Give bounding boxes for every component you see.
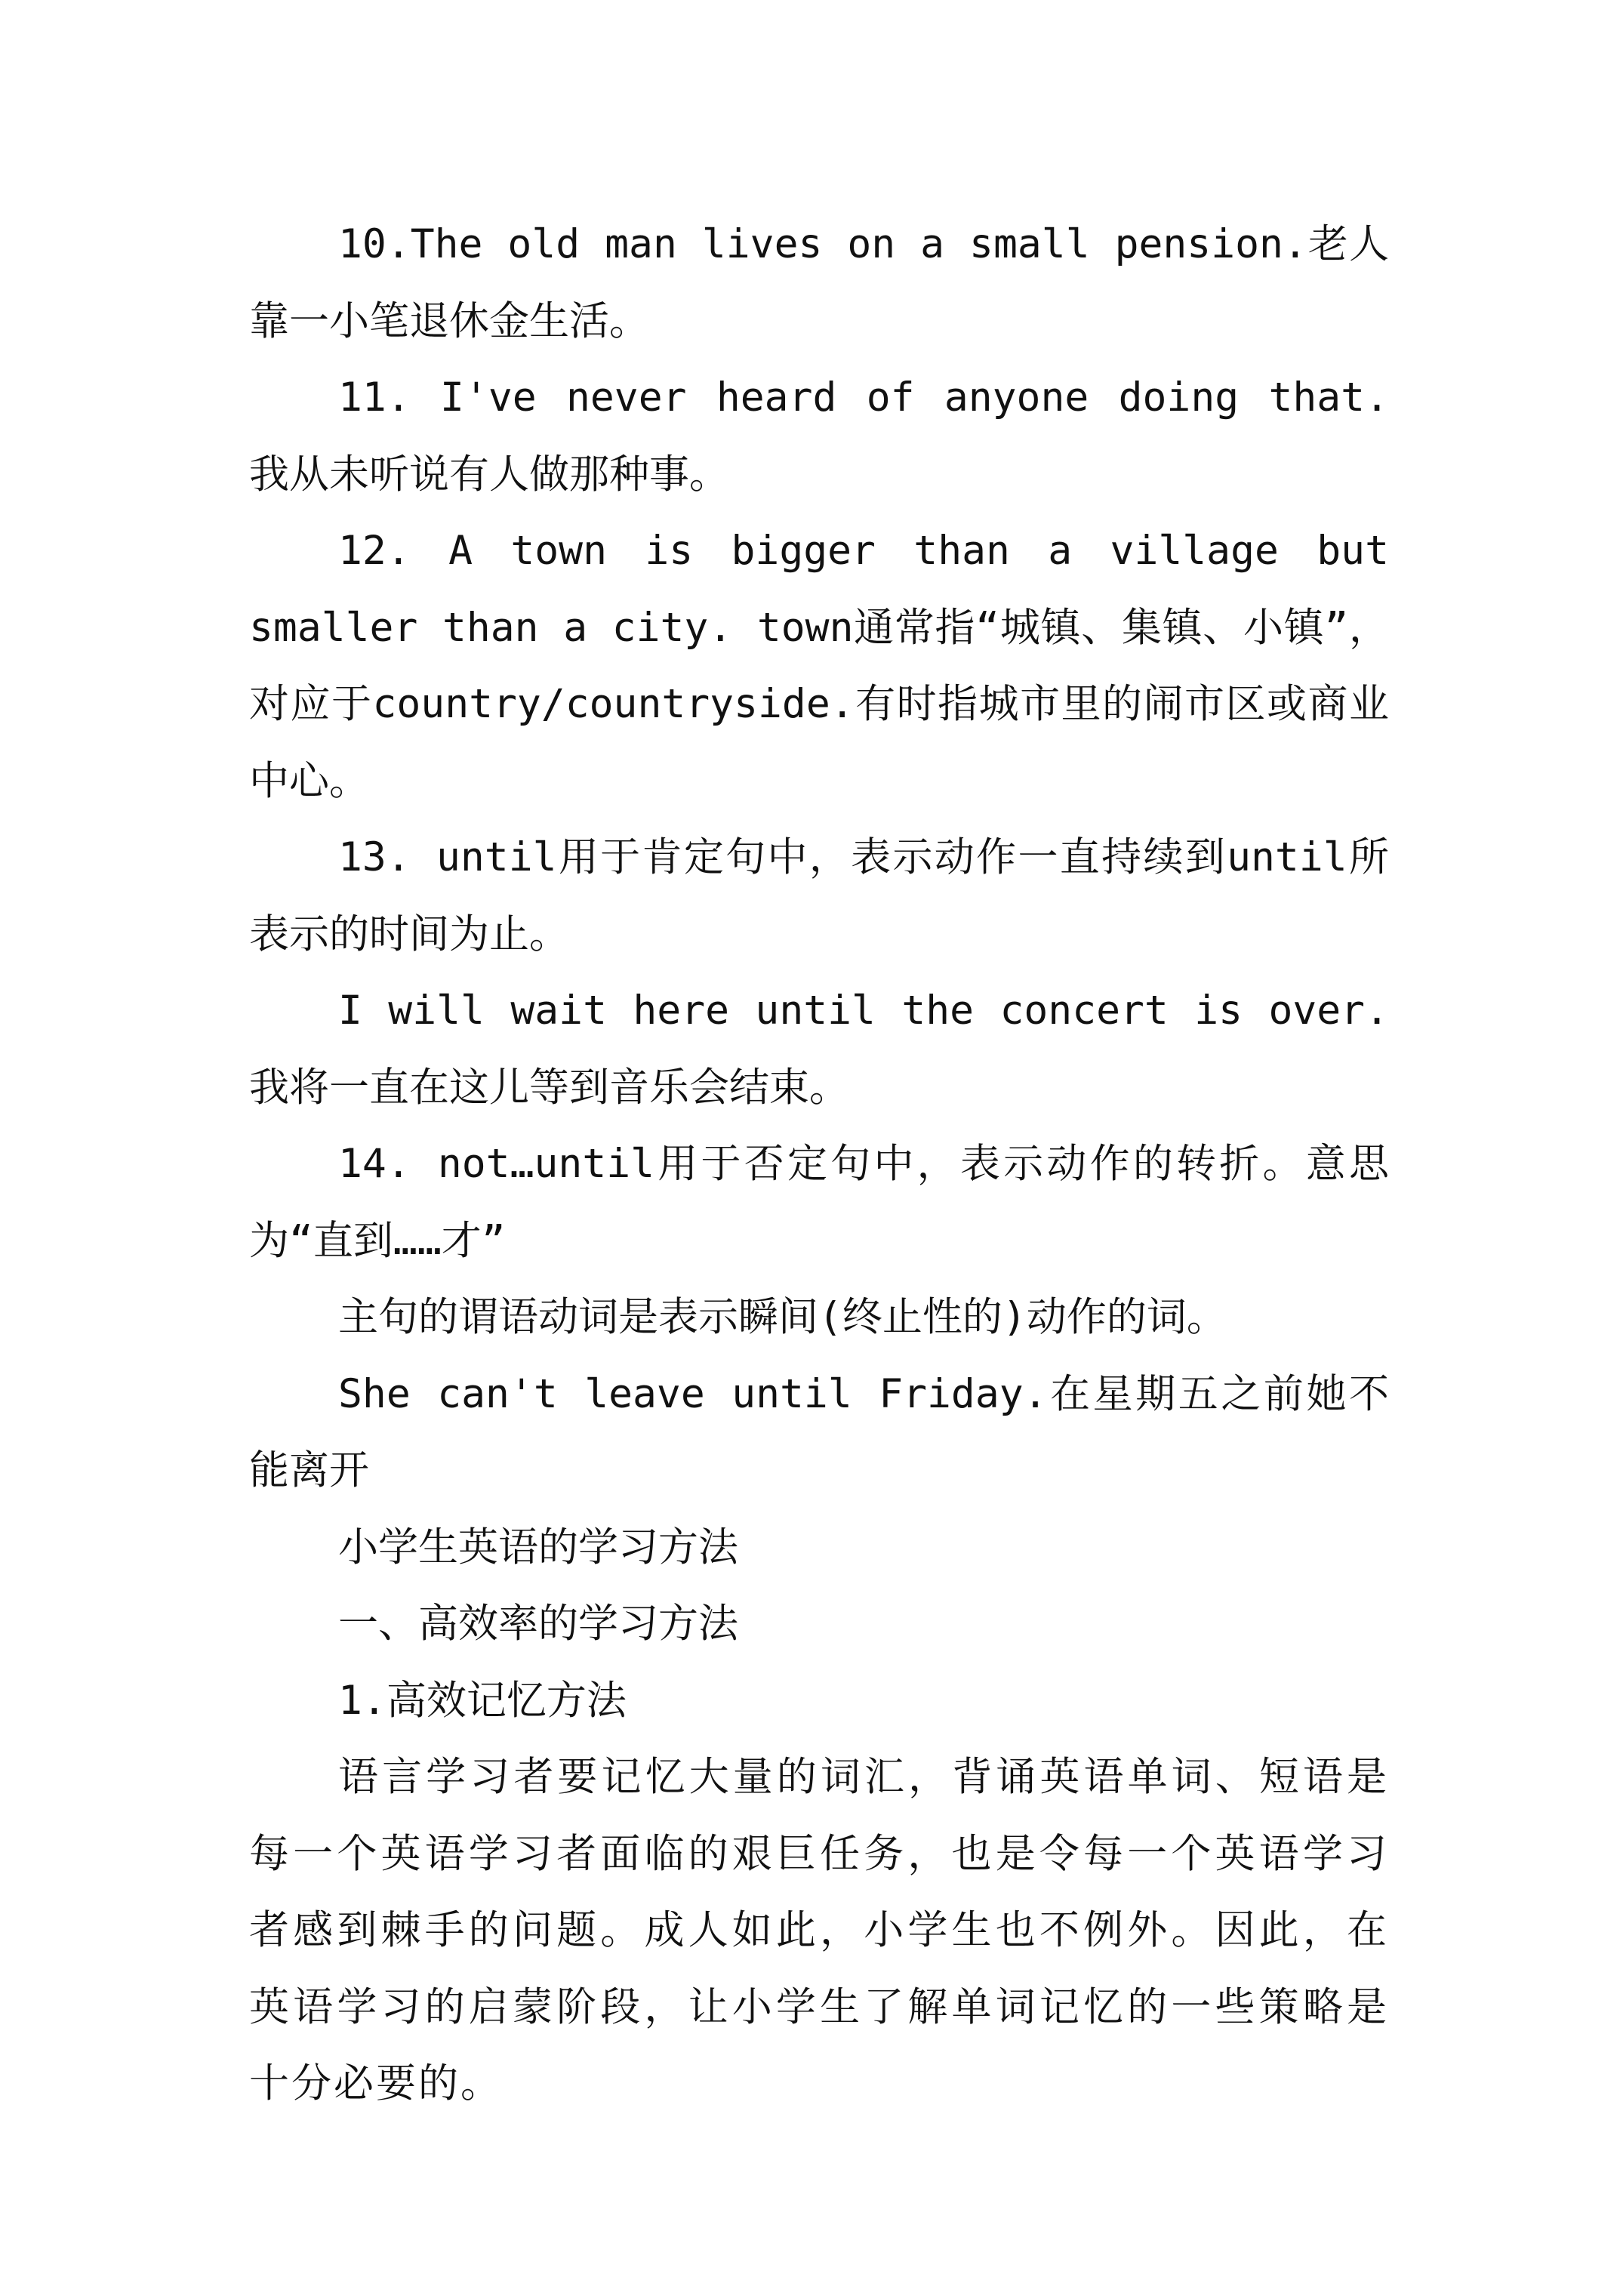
section-heading-efficient-methods: 一、高效率的学习方法 bbox=[338, 1601, 738, 1647]
paragraph-friday-example: She can't leave until Friday.在星期五之前她不能离开 bbox=[249, 1370, 1389, 1493]
paragraph-town-definition: 12. A town is bigger than a village but smaller than a city. town通常指“城镇、集镇、小镇”，对应于country/countryside.有时指城市里的闹市区或商业中心。 bbox=[249, 528, 1389, 804]
paragraph-vocabulary-memory: 语言学习者要记忆大量的词汇，背诵英语单词、短语是每一个英语学习者面临的艰巨任务，也是令每一个英语学习者感到棘手的问题。成人如此，小学生也不例外。因此，在英语学习的启蒙阶段，让小学生了解单词记忆的一些策略是十分必要的。 bbox=[249, 1754, 1389, 2106]
paragraph-until-affirmative: 13. until用于肯定句中，表示动作一直持续到until所表示的时间为止。 bbox=[249, 834, 1389, 957]
paragraph-concert-example: I will wait here until the concert is over.我将一直在这儿等到音乐会结束。 bbox=[249, 988, 1389, 1111]
subsection-heading-memory-methods: 1.高效记忆方法 bbox=[338, 1677, 627, 1724]
paragraph-not-until-negative: 14. not…until用于否定句中，表示动作的转折。意思为“直到……才” bbox=[249, 1141, 1389, 1264]
section-heading-learning-methods: 小学生英语的学习方法 bbox=[338, 1524, 738, 1570]
paragraph-main-clause-note: 主句的谓语动词是表示瞬间(终止性的)动作的词。 bbox=[338, 1294, 1227, 1340]
paragraph-pension-example: 10.The old man lives on a small pension.老人靠一小笔退休金生活。 bbox=[249, 221, 1389, 344]
paragraph-never-heard-example: 11. I've never heard of anyone doing that. 我从未听说有人做那种事。 bbox=[249, 374, 1389, 498]
document-body bbox=[249, 206, 1389, 2122]
